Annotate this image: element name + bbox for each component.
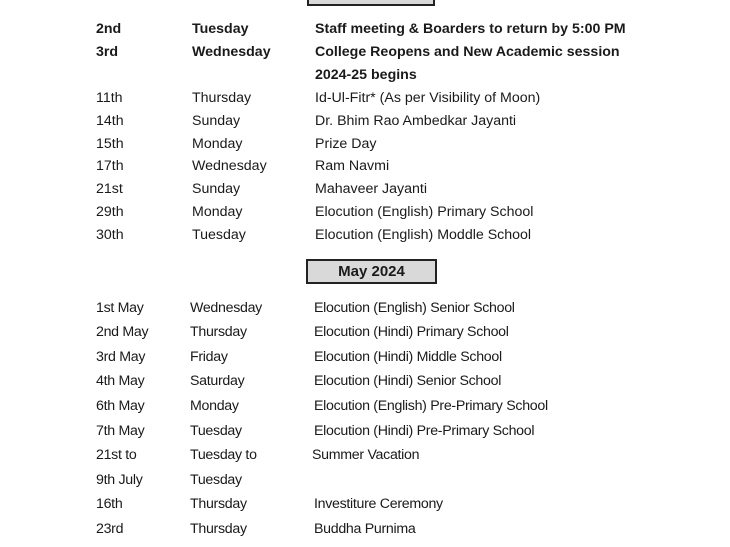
calendar-row: [0, 178, 730, 200]
calendar-row: [0, 224, 730, 246]
event-cell: Elocution (Hindi) Primary School: [314, 324, 509, 340]
event-cell: Elocution (English) Pre-Primary School: [314, 398, 548, 414]
day-cell: Sunday: [192, 113, 241, 129]
date-cell: 14th: [96, 113, 124, 129]
calendar-row: [0, 420, 730, 442]
event-cell: Elocution (English) Senior School: [314, 300, 515, 316]
calendar-row: [0, 41, 730, 63]
date-cell: 23rd: [96, 521, 124, 537]
day-cell: Sunday: [192, 181, 241, 197]
day-cell: Monday: [190, 398, 239, 414]
date-cell: 15th: [96, 136, 124, 152]
day-cell: Wednesday: [192, 158, 267, 174]
april-heading-box: [307, 0, 435, 6]
calendar-row: [0, 110, 730, 132]
day-cell: Tuesday: [190, 423, 242, 439]
day-cell: Tuesday: [192, 227, 246, 243]
date-cell: 21st to: [96, 447, 137, 463]
event-cell: Prize Day: [315, 136, 377, 152]
event-cell: Elocution (English) Primary School: [315, 204, 534, 220]
day-cell: Saturday: [190, 373, 245, 389]
date-cell: 16th: [96, 496, 123, 512]
calendar-row: [0, 87, 730, 109]
day-cell: Friday: [190, 349, 228, 365]
date-cell: 1st May: [96, 300, 144, 316]
calendar-row: [0, 155, 730, 177]
day-cell: Tuesday to: [190, 447, 257, 463]
event-cell: Elocution (English) Moddle School: [315, 227, 532, 243]
day-cell: Tuesday: [190, 472, 242, 488]
day-cell: Thursday: [190, 521, 247, 537]
day-cell: Monday: [192, 136, 243, 152]
date-cell: 17th: [96, 158, 124, 174]
event-cell: College Reopens and New Academic session: [315, 44, 620, 60]
event-cell: Id-Ul-Fitr* (As per Visibility of Moon): [315, 90, 541, 106]
event-cell: Summer Vacation: [312, 447, 420, 463]
date-cell: 29th: [96, 204, 124, 220]
date-cell: 11th: [96, 90, 123, 106]
event-cell: Elocution (Hindi) Senior School: [314, 373, 502, 389]
date-cell: 2nd May: [96, 324, 149, 340]
calendar-row: [0, 444, 730, 466]
day-cell: Wednesday: [192, 44, 271, 60]
event-cell: Staff meeting & Boarders to return by 5:00 PM: [315, 21, 626, 37]
day-cell: Wednesday: [190, 300, 262, 316]
calendar-row: [0, 395, 730, 417]
event-cell: Elocution (Hindi) Middle School: [314, 349, 502, 365]
calendar-row: [0, 18, 730, 40]
calendar-row: [0, 321, 730, 343]
day-cell: Thursday: [190, 496, 247, 512]
date-cell: 30th: [96, 227, 124, 243]
date-cell: 21st: [96, 181, 123, 197]
date-cell: 3rd May: [96, 349, 146, 365]
date-cell: 2nd: [96, 21, 122, 37]
calendar-row: [0, 493, 730, 515]
event-cell: Investiture Ceremony: [314, 496, 443, 512]
day-cell: Tuesday: [192, 21, 249, 37]
event-cell: Dr. Bhim Rao Ambedkar Jayanti: [315, 113, 517, 129]
event-cell: Mahaveer Jayanti: [315, 181, 427, 197]
calendar-row: [0, 201, 730, 223]
calendar-row: [0, 133, 730, 155]
date-cell: 9th July: [96, 472, 143, 488]
event-cell: Ram Navmi: [315, 158, 390, 174]
calendar-row: [0, 518, 730, 540]
date-cell: 6th May: [96, 398, 145, 414]
calendar-row: [0, 346, 730, 368]
calendar-row: [0, 370, 730, 392]
event-cell: 2024-25 begins: [315, 67, 417, 83]
event-cell: Buddha Purnima: [314, 521, 416, 537]
day-cell: Thursday: [190, 324, 247, 340]
day-cell: Thursday: [192, 90, 252, 106]
calendar-row: [0, 64, 730, 86]
date-cell: 7th May: [96, 423, 145, 439]
calendar-row: [0, 297, 730, 319]
day-cell: Monday: [192, 204, 243, 220]
date-cell: 3rd: [96, 44, 119, 60]
calendar-row: [0, 469, 730, 491]
month-heading: May 2024: [306, 259, 437, 284]
event-cell: Elocution (Hindi) Pre-Primary School: [314, 423, 535, 439]
date-cell: 4th May: [96, 373, 145, 389]
